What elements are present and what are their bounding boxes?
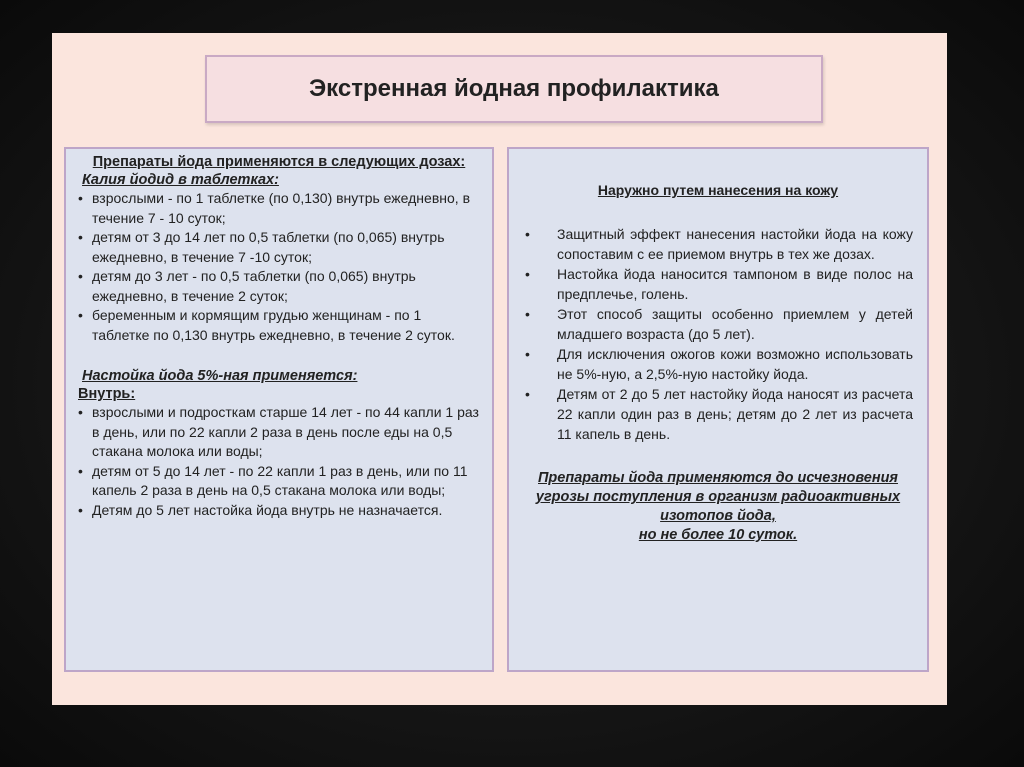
conclusion-line-1: Препараты йода применяются до исчезновения угрозы поступления в организм радиоактивных изотопов йода, [535,470,901,524]
conclusion [523,469,913,545]
kalium-heading: Калия йодид в таблетках: [82,172,279,188]
left-panel [64,147,494,672]
list-item: • Этот способ защиты особенно приемлем у детей младшего возраста (до 5 лет). [523,304,913,344]
list-item: • детям от 3 до 14 лет по 0,5 таблетки (по 0,065) внутрь ежедневно, в течение 7 -10 суток; [78,228,480,267]
list-item: • детям до 3 лет - по 0,5 таблетки (по 0,065) внутрь ежедневно, в течение 2 суток; [78,267,480,306]
right-heading: Наружно путем нанесения на кожу [597,182,839,198]
title-box [205,55,823,123]
tincture-heading: Настойка йода 5%-ная применяется: [82,368,358,384]
conclusion-line-2: но не более 10 суток. [638,527,798,543]
list-item: • Для исключения ожогов кожи возможно использовать не 5%-ную, а 2,5%-ную настойку йода. [523,344,913,384]
external-list [523,224,913,444]
tincture-list [78,403,480,520]
list-item: • взрослыми и подросткам старше 14 лет - по 44 капли 1 раз в день, или по 22 капли 2 раза в день после еды на 0,5 стакана молока или воды; [78,403,480,462]
list-item: • детям от 5 до 14 лет - по 22 капли 1 раз в день, или по 11 капель 2 раза в день на 0,5 стакана молока или воды; [78,462,480,501]
list-item: • Настойка йода наносится тампоном в виде полос на предплечье, голень. [523,264,913,304]
list-item: • Детям до 5 лет настойка йода внутрь не назначается. [78,501,480,521]
list-item: • Защитный эффект нанесения настойки йода на кожу сопоставим с ее приемом внутрь в тех же дозах. [523,224,913,264]
slide-title: Экстренная йодная профилактика [309,75,719,102]
right-panel [507,147,929,672]
list-item: • Детям от 2 до 5 лет настойку йода наносят из расчета 22 капли один раз в день; детям до 2 лет из расчета 11 капель в день. [523,384,913,444]
slide [52,33,947,705]
spacer [78,345,480,367]
inside-label: Внутрь: [78,386,136,402]
kalium-list [78,189,480,345]
left-heading: Препараты йода применяются в следующих дозах: [92,154,466,170]
list-item: • беременным и кормящим грудью женщинам - по 1 таблетке по 0,130 внутрь ежедневно, в течение 2 суток. [78,306,480,345]
list-item: • взрослыми - по 1 таблетке (по 0,130) внутрь ежедневно, в течение 7 - 10 суток; [78,189,480,228]
